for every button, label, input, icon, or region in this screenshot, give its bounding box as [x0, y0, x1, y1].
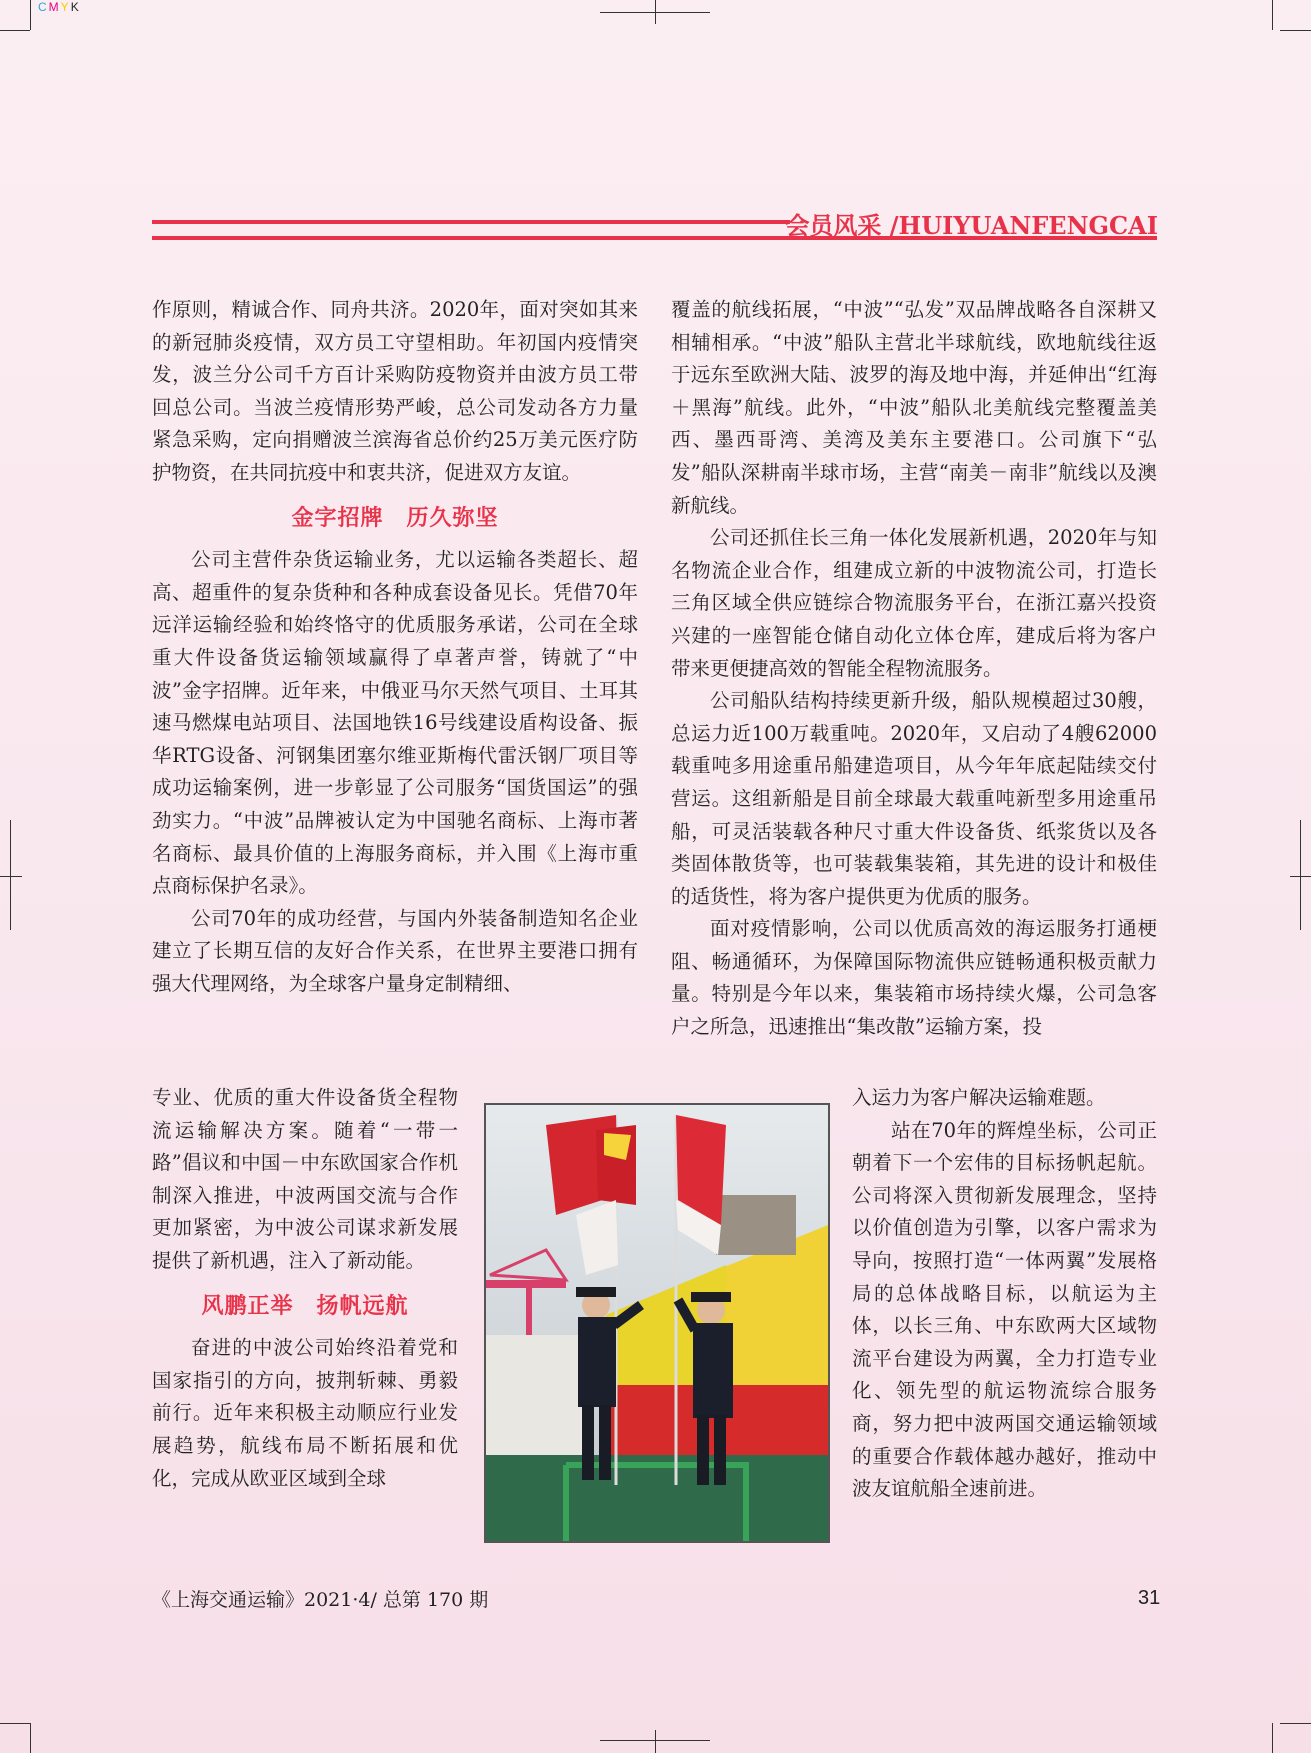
header-rule-top	[152, 220, 790, 224]
flag-raising-photo	[484, 1103, 830, 1543]
crop-mark	[1272, 0, 1273, 30]
section-title: 会员风采 /HUIYUANFENGCAI	[785, 211, 1158, 240]
paragraph: 覆盖的航线拓展，“中波”“弘发”双品牌战略各自深耕又相辅相承。“中波”船队主营北半球航线，欧地航线往返于远东至欧洲大陆、波罗的海及地中海，并延伸出“红海＋黑海”航线。此外，“中波”船队北美航线完整覆盖美西、墨西哥湾、美湾及美东主要港口。公司旗下“弘发”船队深耕南半球市场，主营“南美－南非”航线以及澳新航线。	[671, 298, 1157, 517]
color-registration-mark: CMYK	[38, 0, 81, 14]
crop-mark	[1280, 30, 1311, 31]
crop-mark	[1300, 820, 1301, 930]
paragraph: 作原则，精诚合作、同舟共济。2020年，面对突如其来的新冠肺炎疫情，双方员工守望相助。年初国内疫情突发，波兰分公司千方百计采购防疫物资并由波方员工带回总公司。当波兰疫情形势严峻，总公司发动各方力量紧急采购，定向捐赠波兰滨海省总价约25万美元医疗防护物资，在共同抗疫中和衷共济，促进双方友谊。	[152, 298, 638, 484]
left-column-narrow	[152, 1082, 458, 1495]
crop-mark	[655, 1730, 656, 1753]
crop-mark	[1272, 1723, 1273, 1753]
paragraph: 奋进的中波公司始终沿着党和国家指引的方向，披荆斩棘、勇毅前行。近年来积极主动顺应行业发展趋势，航线布局不断拓展和优化，完成从欧亚区域到全球	[152, 1336, 458, 1490]
right-column	[671, 294, 1157, 1044]
page-number: 31	[1138, 1587, 1161, 1609]
crop-mark	[30, 1723, 31, 1753]
paragraph: 入运力为客户解决运输难题。	[852, 1086, 1106, 1109]
paragraph: 专业、优质的重大件设备货全程物流运输解决方案。随着“一带一路”倡议和中国－中东欧国家合作机制深入推进，中波两国交流与合作更加紧密，为中波公司谋求新发展提供了新机遇，注入了新动能。	[152, 1086, 458, 1272]
crop-mark	[600, 12, 710, 13]
paragraph: 公司70年的成功经营，与国内外装备制造知名企业建立了长期互信的友好合作关系，在世界主要港口拥有强大代理网络，为全球客户量身定制精细、	[152, 906, 638, 995]
paragraph: 公司还抓住长三角一体化发展新机遇，2020年与知名物流企业合作，组建成立新的中波物流公司，打造长三角区域全供应链综合物流服务平台，在浙江嘉兴投资兴建的一座智能仓储自动化立体仓库，建成后将为客户带来更便捷高效的智能全程物流服务。	[671, 526, 1157, 680]
crop-mark	[1280, 1723, 1311, 1724]
paragraph: 公司主营件杂货运输业务，尤以运输各类超长、超高、超重件的复杂货种和各种成套设备见长。凭借70年远洋运输经验和始终恪守的优质服务承诺，公司在全球重大件设备货运输领域赢得了卓著声誉，铸就了“中波”金字招牌。近年来，中俄亚马尔天然气项目、土耳其速马燃煤电站项目、法国地铁16号线建设盾构设备、振华RTG设备、河钢集团塞尔维亚斯梅代雷沃钢厂项目等成功运输案例，进一步彰显了公司服务“国货国运”的强劲实力。“中波”品牌被认定为中国驰名商标、上海市著名商标、最具价值的上海服务商标，并入围《上海市重点商标保护名录》。	[152, 548, 638, 898]
crop-mark	[600, 1740, 710, 1741]
left-column	[152, 294, 638, 1000]
right-column-narrow	[852, 1082, 1157, 1506]
crop-mark	[30, 0, 31, 30]
crop-mark	[10, 820, 11, 930]
paragraph: 公司船队结构持续更新升级，船队规模超过30艘，总运力近100万载重吨。2020年，又启动了4艘62000载重吨多用途重吊船建造项目，从今年年底起陆续交付营运。这组新船是目前全球最大载重吨新型多用途重吊船，可灵活装载各种尺寸重大件设备货、纸浆货以及各类固体散货等，也可装载集装箱，其先进的设计和极佳的适货性，将为客户提供更为优质的服务。	[671, 689, 1157, 908]
photo-illustration	[486, 1105, 828, 1541]
crop-mark	[0, 1723, 30, 1724]
paragraph: 面对疫情影响，公司以优质高效的海运服务打通梗阻、畅通循环，为保障国际物流供应链畅通积极贡献力量。特别是今年以来，集装箱市场持续火爆，公司急客户之所急，迅速推出“集改散”运输方案，投	[671, 917, 1157, 1039]
publication-info: 《上海交通运输》2021·4/ 总第 170 期	[152, 1589, 489, 1611]
paragraph: 站在70年的辉煌坐标，公司正朝着下一个宏伟的目标扬帆起航。公司将深入贯彻新发展理念，坚持以价值创造为引擎，以客户需求为导向，按照打造“一体两翼”发展格局的总体战略目标，以航运为主体，以长三角、中东欧两大区域物流平台建设为两翼，全力打造专业化、领先型的航运物流综合服务商，努力把中波两国交通运输领域的重要合作载体越办越好，推动中波友谊航船全速前进。	[852, 1118, 1157, 1501]
crop-mark	[0, 30, 30, 31]
section-heading: 金字招牌 历久弥坚	[291, 504, 499, 531]
crop-mark	[0, 876, 22, 877]
section-heading: 风鹏正举 扬帆远航	[201, 1292, 409, 1319]
